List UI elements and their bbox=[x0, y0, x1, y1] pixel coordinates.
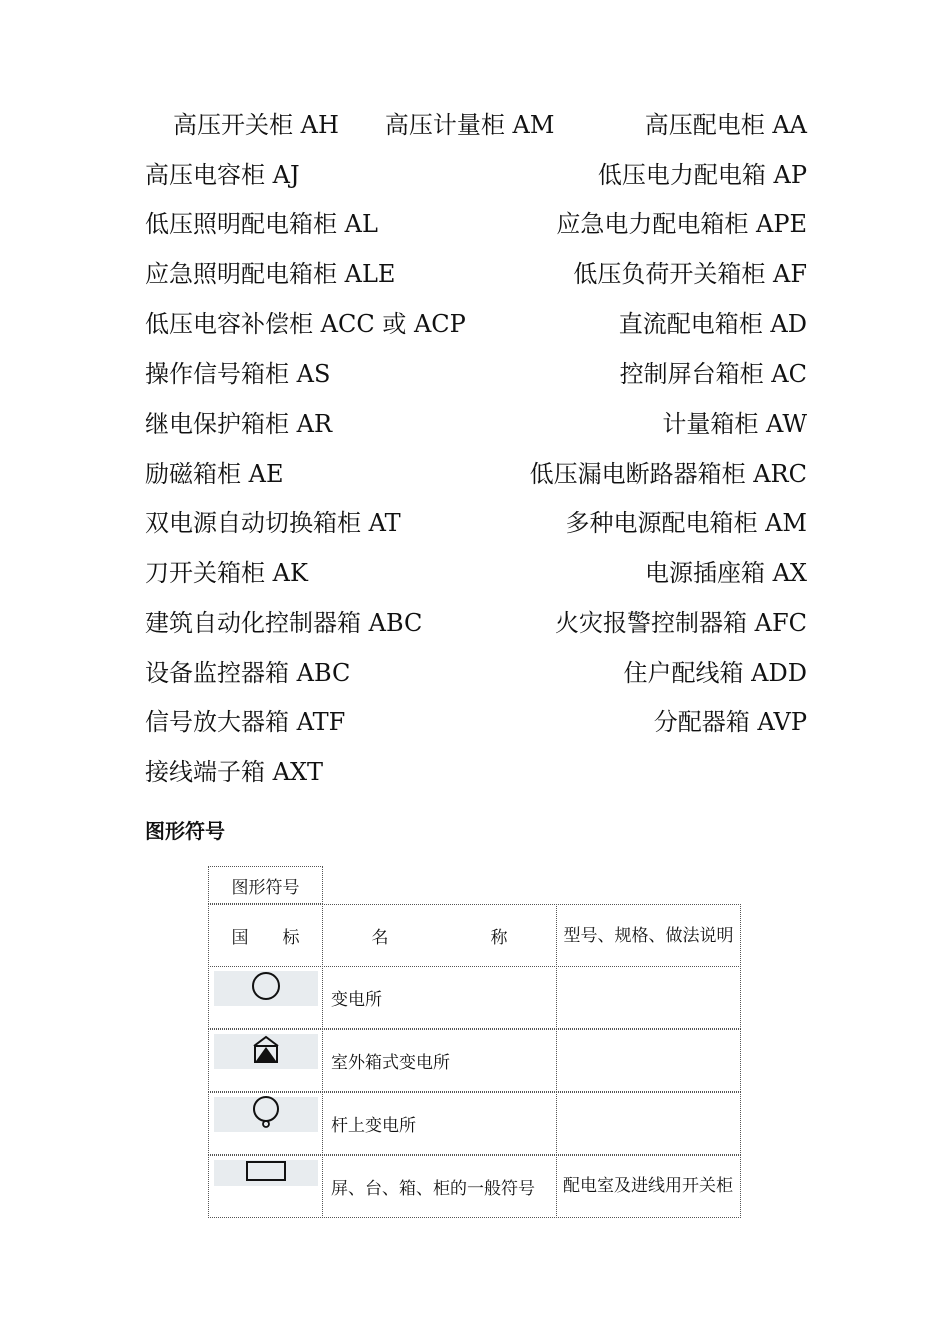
code-item: 高压计量柜 AM bbox=[384, 111, 555, 139]
code-line bbox=[145, 404, 807, 444]
code-item: 控制屏台箱柜 AC bbox=[619, 360, 807, 388]
code-item: 低压电容补偿柜 ACC 或 ACP bbox=[145, 310, 466, 338]
code-item: 火灾报警控制器箱 AFC bbox=[555, 609, 807, 637]
table-caption: 图形符号 bbox=[208, 866, 323, 904]
code-line bbox=[145, 702, 807, 742]
code-item: 多种电源配电箱柜 AM bbox=[565, 509, 807, 537]
code-item: 继电保护箱柜 AR bbox=[145, 410, 333, 438]
code-line bbox=[145, 105, 807, 145]
code-item: 设备监控器箱 ABC bbox=[145, 659, 351, 687]
table-row-symbol bbox=[208, 1092, 323, 1155]
table-row-name: 室外箱式变电所 bbox=[322, 1029, 557, 1092]
code-item: 低压照明配电箱柜 AL bbox=[145, 210, 378, 238]
code-line bbox=[145, 354, 807, 394]
table-row-symbol bbox=[208, 966, 323, 1029]
code-line bbox=[145, 454, 807, 494]
code-item: 低压漏电断路器箱柜 ARC bbox=[529, 460, 807, 488]
code-item: 分配器箱 AVP bbox=[653, 708, 807, 736]
table-row-note bbox=[556, 1092, 741, 1155]
code-item: 接线端子箱 AXT bbox=[145, 758, 324, 786]
section-heading: 图形符号 bbox=[145, 819, 225, 843]
code-line bbox=[145, 204, 807, 244]
code-item: 低压负荷开关箱柜 AF bbox=[573, 260, 807, 288]
code-line bbox=[145, 653, 807, 693]
code-item: 低压电力配电箱 AP bbox=[597, 161, 807, 189]
table-row-note bbox=[556, 1029, 741, 1092]
outdoor-box-substation-icon bbox=[251, 1034, 281, 1069]
table-row-note bbox=[556, 966, 741, 1029]
table-row-symbol bbox=[208, 1029, 323, 1092]
code-item: 双电源自动切换箱柜 AT bbox=[145, 509, 401, 537]
table-row-note: 配电室及进线用开关柜 bbox=[556, 1155, 741, 1218]
code-line bbox=[145, 752, 807, 792]
code-item: 刀开关箱柜 AK bbox=[145, 559, 308, 587]
code-item: 信号放大器箱 ATF bbox=[145, 708, 346, 736]
table-row-symbol bbox=[208, 1155, 323, 1218]
code-line bbox=[145, 503, 807, 543]
pole-substation-icon bbox=[250, 1095, 282, 1134]
code-line bbox=[145, 254, 807, 294]
code-item: 高压开关柜 AH bbox=[173, 111, 339, 139]
code-item: 住户配线箱 ADD bbox=[623, 659, 807, 687]
code-item: 高压电容柜 AJ bbox=[145, 161, 300, 189]
column-header-standard: 国 标 bbox=[208, 904, 323, 967]
table-row-name: 变电所 bbox=[322, 966, 557, 1029]
rectangle-icon bbox=[245, 1160, 287, 1187]
code-item: 操作信号箱柜 AS bbox=[145, 360, 331, 388]
code-item: 高压配电柜 AA bbox=[644, 111, 807, 139]
code-line bbox=[145, 553, 807, 593]
circle-icon bbox=[250, 970, 282, 1007]
code-line bbox=[145, 304, 807, 344]
code-item: 应急电力配电箱柜 APE bbox=[556, 210, 807, 238]
code-item: 电源插座箱 AX bbox=[644, 559, 807, 587]
code-item: 励磁箱柜 AE bbox=[145, 460, 284, 488]
code-item: 直流配电箱柜 AD bbox=[618, 310, 807, 338]
column-header-spec: 型号、规格、做法说明 bbox=[556, 904, 741, 967]
code-item: 建筑自动化控制器箱 ABC bbox=[145, 609, 423, 637]
code-line bbox=[145, 155, 807, 195]
table-row-name: 屏、台、箱、柜的一般符号 bbox=[322, 1155, 557, 1218]
code-item: 应急照明配电箱柜 ALE bbox=[145, 260, 396, 288]
code-line bbox=[145, 603, 807, 643]
column-header-name: 名 称 bbox=[322, 904, 557, 967]
code-item: 计量箱柜 AW bbox=[662, 410, 807, 438]
table-row-name: 杆上变电所 bbox=[322, 1092, 557, 1155]
